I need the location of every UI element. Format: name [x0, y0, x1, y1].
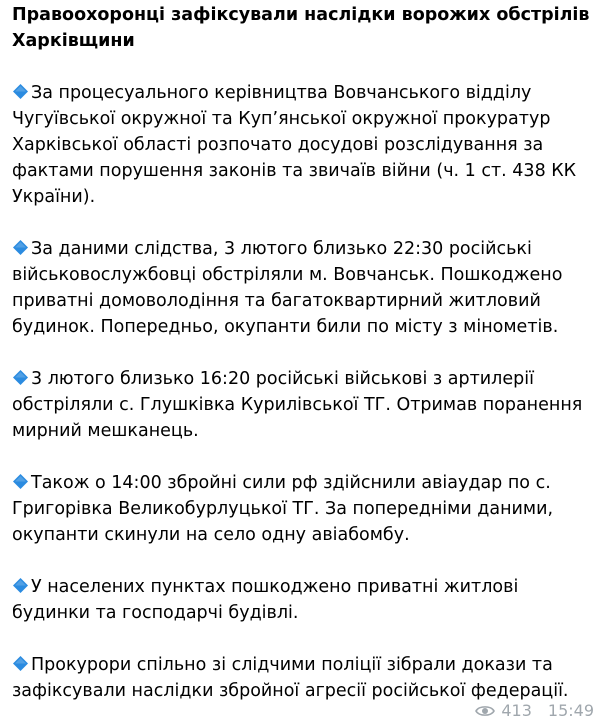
paragraph	[12, 366, 598, 444]
paragraph-text: Також о 14:00 збройні сили рф здійснили авіаудар по с. Григорівка Великобурлуцької ТГ. За попередніми даними, окупанти скинули на село одну авіабомбу.	[12, 473, 554, 545]
small-blue-diamond-icon	[12, 83, 29, 100]
paragraph	[12, 80, 598, 210]
paragraph-text: У населених пунктах пошкоджено приватні житлові будинки та господарчі будівлі.	[12, 577, 519, 623]
paragraph-text: За даними слідства, 3 лютого близько 22:30 російські військовослужбовці обстріляли м. Вовчанськ. Пошкоджено приватні домоволодіння та багатоквартирний житловий будинок. Попередньо, окупанти били по місту з мінометів.	[12, 239, 563, 337]
spacer	[12, 548, 598, 574]
spacer	[12, 54, 598, 80]
message-footer	[475, 701, 594, 720]
paragraph-text: За процесуального керівництва Вовчанського відділу Чугуївської окружної та Куп’янської окружної прокуратур Харківської області розпочато досудові розслідування за фактами порушення законів та звичаїв війни (ч. 1 ст. 438 КК України).	[12, 83, 577, 207]
spacer	[12, 340, 598, 366]
paragraph	[12, 652, 598, 704]
small-blue-diamond-icon	[12, 239, 29, 256]
paragraph	[12, 574, 598, 626]
paragraph	[12, 236, 598, 340]
small-blue-diamond-icon	[12, 473, 29, 490]
spacer	[12, 444, 598, 470]
post-body	[12, 80, 598, 704]
paragraph-text: Прокурори спільно зі слідчими поліції зібрали докази та зафіксували наслідки збройної агресії російської федерації.	[12, 655, 569, 701]
paragraph-text: 3 лютого близько 16:20 російські військові з артилерії обстріляли с. Глушківка Курилівської ТГ. Отримав поранення мирний мешканець.	[12, 369, 583, 441]
message-time: 15:49	[547, 701, 594, 720]
small-blue-diamond-icon	[12, 577, 29, 594]
small-blue-diamond-icon	[12, 369, 29, 386]
small-blue-diamond-icon	[12, 655, 29, 672]
spacer	[12, 210, 598, 236]
post-title: Правоохоронці зафіксували наслідки ворожих обстрілів Харківщини	[12, 5, 590, 51]
paragraph	[12, 470, 598, 548]
spacer	[12, 626, 598, 652]
view-count: 413	[501, 701, 532, 720]
eye-icon	[475, 704, 495, 718]
